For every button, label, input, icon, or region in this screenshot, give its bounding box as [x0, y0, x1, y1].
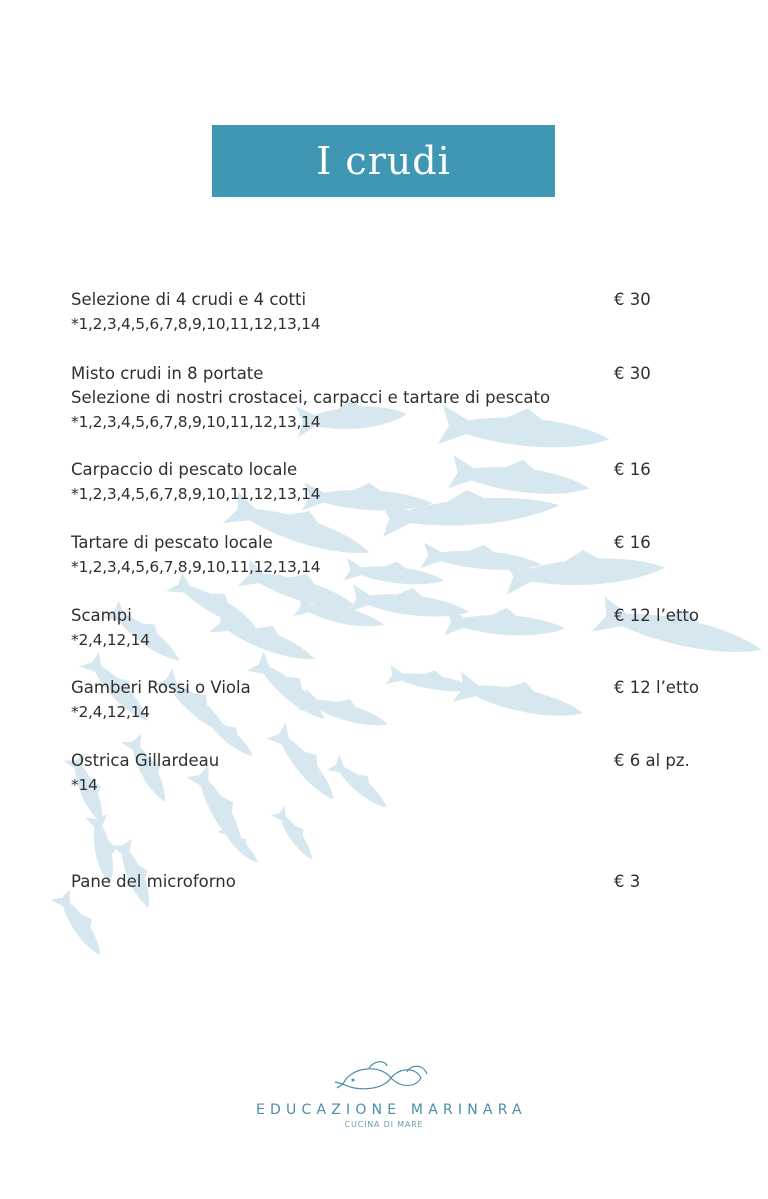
- item-price: € 6 al pz.: [614, 751, 690, 770]
- menu-item: [71, 676, 711, 724]
- item-allergens: *1,2,3,4,5,6,7,8,9,10,11,12,13,14: [71, 558, 321, 576]
- item-allergens: *2,4,12,14: [71, 703, 150, 721]
- item-allergens: *1,2,3,4,5,6,7,8,9,10,11,12,13,14: [71, 315, 321, 333]
- item-price: € 16: [614, 460, 651, 479]
- item-price: € 12 l’etto: [614, 678, 699, 697]
- item-allergens: *2,4,12,14: [71, 631, 150, 649]
- item-name: Selezione di 4 crudi e 4 cotti: [71, 290, 307, 309]
- item-price: € 16: [614, 533, 651, 552]
- brand-logo: [256, 1058, 527, 1138]
- item-name: Pane del microforno: [71, 872, 236, 891]
- item-name: Tartare di pescato locale: [71, 533, 273, 552]
- menu-item: [71, 749, 711, 797]
- item-price: € 3: [614, 872, 641, 891]
- item-allergens: *1,2,3,4,5,6,7,8,9,10,11,12,13,14: [71, 413, 321, 431]
- section-title-banner: [212, 125, 555, 197]
- item-description: Selezione di nostri crostacei, carpacci e tartare di pescato: [71, 388, 551, 407]
- brand-name: EDUCAZIONE MARINARA: [256, 1102, 527, 1118]
- item-name: Misto crudi in 8 portate: [71, 364, 264, 383]
- item-price: € 30: [614, 290, 651, 309]
- item-name: Gamberi Rossi o Viola: [71, 678, 251, 697]
- menu-item: [71, 458, 711, 506]
- item-name: Scampi: [71, 606, 132, 625]
- fish-logo-icon: [329, 1058, 439, 1096]
- menu-item: [71, 288, 711, 336]
- menu-item: [71, 870, 711, 894]
- item-price: € 12 l’etto: [614, 606, 699, 625]
- item-price: € 30: [614, 364, 651, 383]
- item-name: Carpaccio di pescato locale: [71, 460, 298, 479]
- item-allergens: *14: [71, 776, 98, 794]
- item-allergens: *1,2,3,4,5,6,7,8,9,10,11,12,13,14: [71, 485, 321, 503]
- menu-item: [71, 531, 711, 579]
- menu-item: [71, 362, 711, 434]
- section-title: I crudi: [316, 139, 451, 183]
- item-name: Ostrica Gillardeau: [71, 751, 220, 770]
- menu-item: [71, 604, 711, 652]
- brand-subtitle: CUCINA DI MARE: [344, 1120, 424, 1129]
